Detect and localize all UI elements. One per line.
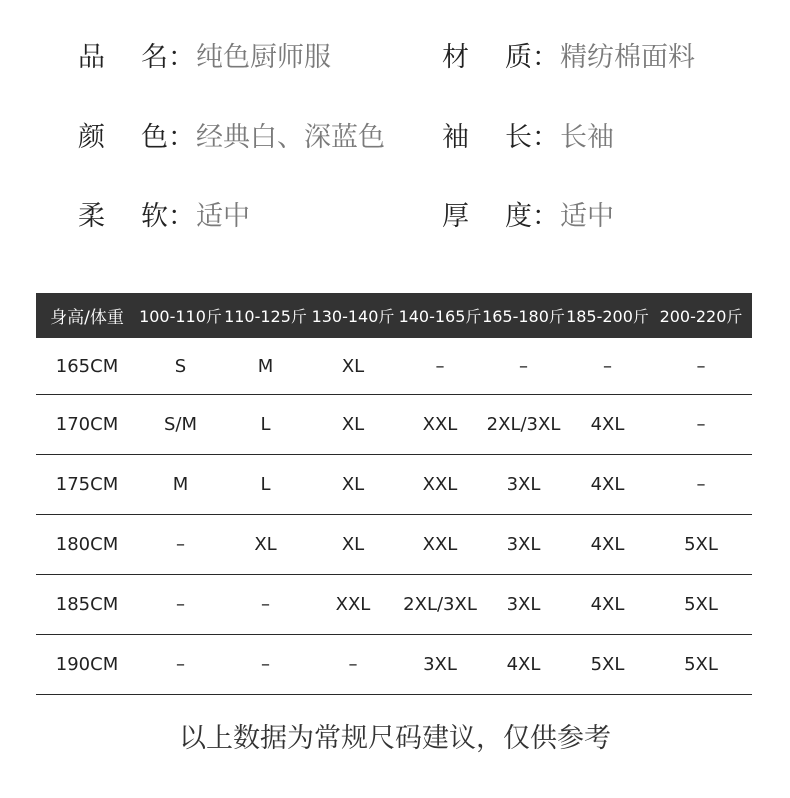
attr-softness: [78, 193, 250, 233]
size-cell: –: [482, 338, 565, 395]
size-cell: –: [138, 635, 223, 695]
size-cell: XL: [308, 395, 398, 455]
size-chart-table: [36, 293, 752, 695]
header-weight-range: 130-140斤: [308, 293, 398, 338]
header-weight-range: 185-200斤: [565, 293, 650, 338]
attr-colon: ：: [168, 121, 195, 153]
attr-label: 品 名: [78, 41, 168, 73]
size-cell: 4XL: [565, 515, 650, 575]
attr-value: 适中: [560, 200, 614, 232]
size-cell: 5XL: [650, 575, 752, 635]
size-cell: XXL: [398, 395, 482, 455]
size-cell: M: [223, 338, 308, 395]
size-cell: 3XL: [398, 635, 482, 695]
size-cell: L: [223, 455, 308, 515]
header-weight-range: 200-220斤: [650, 293, 752, 338]
attr-value: 经典白、深蓝色: [196, 121, 385, 153]
size-cell: –: [650, 395, 752, 455]
table-row: [36, 575, 752, 635]
size-cell: XL: [308, 338, 398, 395]
size-cell: –: [138, 575, 223, 635]
size-cell: XL: [308, 455, 398, 515]
size-cell: –: [223, 635, 308, 695]
size-cell: 3XL: [482, 575, 565, 635]
size-cell: 2XL/3XL: [398, 575, 482, 635]
size-cell: 2XL/3XL: [482, 395, 565, 455]
size-cell: 4XL: [565, 395, 650, 455]
attr-sleeve: [442, 114, 614, 154]
size-cell: –: [650, 455, 752, 515]
size-cell: 5XL: [650, 635, 752, 695]
table-row: [36, 338, 752, 395]
size-cell: 5XL: [650, 515, 752, 575]
header-height-weight: 身高/体重: [36, 293, 138, 338]
attr-label: 颜 色: [78, 121, 168, 153]
size-cell: –: [565, 338, 650, 395]
size-cell: XL: [223, 515, 308, 575]
table-row: [36, 635, 752, 695]
table-header-row: [36, 293, 752, 338]
height-cell: 180CM: [36, 515, 138, 575]
attr-colon: ：: [532, 200, 559, 232]
size-cell: –: [138, 515, 223, 575]
attr-color: [78, 114, 385, 154]
attr-label: 袖 长: [442, 121, 532, 153]
size-cell: S: [138, 338, 223, 395]
attr-colon: ：: [532, 121, 559, 153]
table-row: [36, 455, 752, 515]
attr-label: 厚 度: [442, 200, 532, 232]
attr-name: [78, 34, 331, 74]
attr-label: 柔 软: [78, 200, 168, 232]
size-cell: –: [398, 338, 482, 395]
size-disclaimer-note: 以上数据为常规尺码建议，仅供参考: [179, 723, 611, 754]
attr-colon: ：: [532, 41, 559, 73]
attr-colon: ：: [168, 200, 195, 232]
size-cell: 5XL: [565, 635, 650, 695]
attr-value: 长袖: [560, 121, 614, 153]
height-cell: 165CM: [36, 338, 138, 395]
size-cell: 3XL: [482, 455, 565, 515]
header-weight-range: 140-165斤: [398, 293, 482, 338]
size-cell: 4XL: [565, 575, 650, 635]
header-weight-range: 165-180斤: [482, 293, 565, 338]
table-row: [36, 515, 752, 575]
size-cell: L: [223, 395, 308, 455]
size-cell: XXL: [398, 515, 482, 575]
size-cell: 3XL: [482, 515, 565, 575]
height-cell: 190CM: [36, 635, 138, 695]
attr-label: 材 质: [442, 41, 532, 73]
size-cell: S/M: [138, 395, 223, 455]
attr-value: 精纺棉面料: [560, 41, 695, 73]
height-cell: 170CM: [36, 395, 138, 455]
attr-value: 纯色厨师服: [196, 41, 331, 73]
attr-colon: ：: [168, 41, 195, 73]
size-cell: XXL: [308, 575, 398, 635]
size-cell: XXL: [398, 455, 482, 515]
size-cell: –: [650, 338, 752, 395]
height-cell: 175CM: [36, 455, 138, 515]
header-weight-range: 110-125斤: [223, 293, 308, 338]
table-row: [36, 395, 752, 455]
size-cell: –: [223, 575, 308, 635]
attr-thickness: [442, 193, 614, 233]
size-cell: –: [308, 635, 398, 695]
size-cell: 4XL: [565, 455, 650, 515]
attr-value: 适中: [196, 200, 250, 232]
header-weight-range: 100-110斤: [138, 293, 223, 338]
attr-material: [442, 34, 695, 74]
height-cell: 185CM: [36, 575, 138, 635]
size-cell: XL: [308, 515, 398, 575]
size-cell: M: [138, 455, 223, 515]
size-cell: 4XL: [482, 635, 565, 695]
